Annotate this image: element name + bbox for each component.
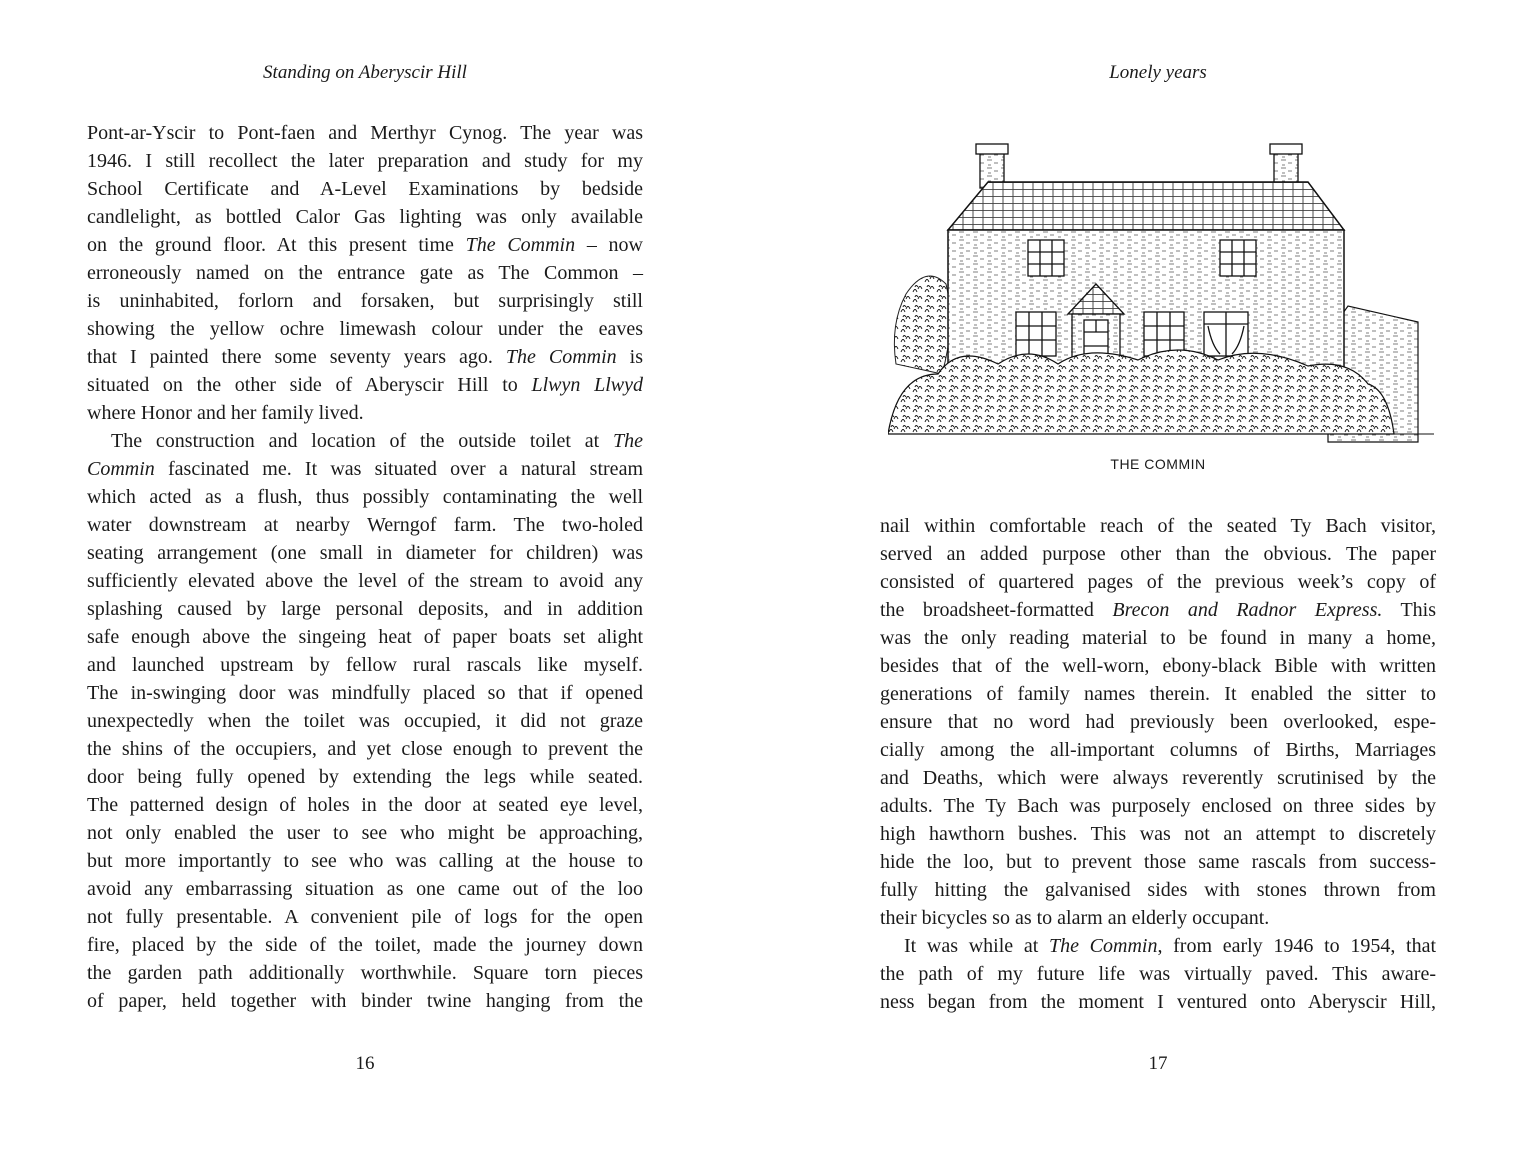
text-line: candlelight, as bottled Calor Gas lighting was only available: [87, 206, 643, 228]
text-line: not only enabled the user to see who might be approaching,: [87, 822, 643, 844]
text-line: that I painted there some seventy years ago. The Commin is: [87, 346, 644, 368]
text-line: cially among the all-important columns of Births, Marriages: [880, 739, 1436, 761]
text-line: the path of my future life was virtually paved. This aware-: [880, 963, 1436, 985]
text-line: ness began from the moment I ventured onto Aberyscir Hill,: [880, 991, 1436, 1013]
text-line: safe enough above the singeing heat of paper boats set alight: [87, 626, 643, 648]
text-line: fully hitting the galvanised sides with stones thrown from: [880, 879, 1436, 901]
running-head-right: Lonely years: [1109, 62, 1207, 83]
text-line: The in-swinging door was mindfully placed so that if opened: [87, 682, 643, 704]
text-line: served an added purpose other than the obvious. The paper: [880, 543, 1436, 565]
text-line: the broadsheet-formatted Brecon and Radnor Express. This: [880, 599, 1437, 621]
text-line: splashing caused by large personal deposits, and in addition: [87, 598, 643, 620]
text-line: avoid any embarrassing situation as one came out of the loo: [87, 878, 643, 900]
right-page: [762, 0, 1524, 1170]
text-line: erroneously named on the entrance gate as The Common –: [87, 262, 643, 284]
text-line: their bicycles so as to alarm an elderly occupant.: [880, 907, 1270, 929]
text-line: It was while at The Commin, from early 1946 to 1954, that: [904, 935, 1436, 957]
text-line: was the only reading material to be found in many a home,: [880, 627, 1436, 649]
text-line: The patterned design of holes in the door at seated eye level,: [87, 794, 643, 816]
text-line: high hawthorn bushes. This was not an attempt to discretely: [880, 823, 1436, 845]
text-line: not fully presentable. A convenient pile of logs for the open: [87, 906, 643, 928]
text-line: besides that of the well-worn, ebony-black Bible with written: [880, 655, 1436, 677]
text-line: the garden path additionally worthwhile. Square torn pieces: [87, 962, 643, 984]
text-line: where Honor and her family lived.: [87, 402, 364, 424]
text-line: situated on the other side of Aberyscir Hill to Llwyn Llwyd: [87, 374, 643, 396]
page-number-left: 16: [355, 1053, 375, 1074]
text-line: ensure that no word had previously been overlooked, espe-: [880, 711, 1436, 733]
text-line: unexpectedly when the toilet was occupied, it did not graze: [87, 710, 643, 732]
text-line: is uninhabited, forlorn and forsaken, but surprisingly still: [87, 290, 643, 312]
text-line: water downstream at nearby Werngof farm. The two-holed: [87, 514, 643, 536]
text-line: of paper, held together with binder twine hanging from the: [87, 990, 643, 1012]
text-line: hide the loo, but to prevent those same rascals from success-: [880, 851, 1436, 873]
text-line: but more importantly to see who was calling at the house to: [87, 850, 643, 872]
text-line: and Deaths, which were always reverently scrutinised by the: [880, 767, 1436, 789]
text-line: Pont-ar-Yscir to Pont-faen and Merthyr Cynog. The year was: [87, 122, 643, 144]
cottage-illustration: [888, 134, 1434, 444]
left-body-text: [87, 119, 643, 1015]
text-line: showing the yellow ochre limewash colour under the eaves: [87, 318, 643, 340]
text-line: the shins of the occupiers, and yet close enough to prevent the: [87, 738, 643, 760]
page-number-right: 17: [1148, 1053, 1168, 1074]
text-line: Commin fascinated me. It was situated over a natural stream: [87, 458, 643, 480]
text-line: The construction and location of the outside toilet at The: [111, 430, 643, 452]
right-body-text: [880, 512, 1436, 1016]
text-line: adults. The Ty Bach was purposely enclosed on three sides by: [880, 795, 1436, 817]
text-line: 1946. I still recollect the later preparation and study for my: [87, 150, 643, 172]
text-line: School Certificate and A-Level Examinations by bedside: [87, 178, 643, 200]
text-line: seating arrangement (one small in diameter for children) was: [87, 542, 643, 564]
text-line: generations of family names therein. It enabled the sitter to: [880, 683, 1436, 705]
running-head-left: Standing on Aberyscir Hill: [263, 62, 467, 83]
text-line: fire, placed by the side of the toilet, made the journey down: [87, 934, 643, 956]
text-line: on the ground floor. At this present time The Commin – now: [87, 234, 643, 256]
text-line: sufficiently elevated above the level of the stream to avoid any: [87, 570, 643, 592]
illustration-caption: THE COMMIN: [1110, 456, 1206, 472]
text-line: which acted as a flush, thus possibly contaminating the well: [87, 486, 643, 508]
text-line: and launched upstream by fellow rural rascals like myself.: [87, 654, 643, 676]
text-line: consisted of quartered pages of the previous week’s copy of: [880, 571, 1436, 593]
text-line: door being fully opened by extending the legs while seated.: [87, 766, 643, 788]
text-line: nail within comfortable reach of the seated Ty Bach visitor,: [880, 515, 1436, 537]
